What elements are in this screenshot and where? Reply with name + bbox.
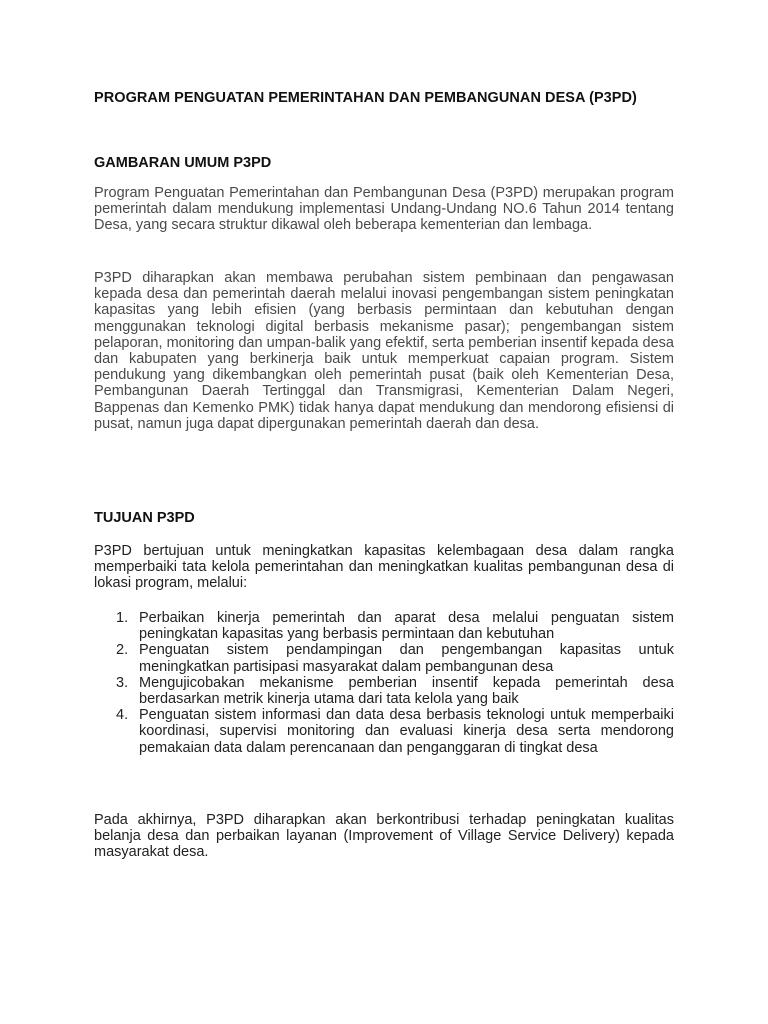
list-item-text: Perbaikan kinerja pemerintah dan aparat desa melalui penguatan sistem peningkatan kapasitas yang berbasis permintaan dan kebutuhan <box>139 610 674 643</box>
overview-heading: GAMBARAN UMUM P3PD <box>94 155 272 171</box>
overview-paragraph-1: Program Penguatan Pemerintahan dan Pembangunan Desa (P3PD) merupakan program pemerintah dalam mendukung implementasi Undang-Undang NO.6 Tahun 2014 tentang Desa, yang secara struktur dikawal oleh beberapa kementerian dan lembaga. <box>94 185 674 234</box>
list-item <box>94 642 674 674</box>
overview-paragraph-2: P3PD diharapkan akan membawa perubahan sistem pembinaan dan pengawasan kepada desa dan pemerintah daerah melalui inovasi pengembangan sistem peningkatan kapasitas yang lebih efisien (yang berbasis permintaan dan kebutuhan dengan menggunakan teknologi digital berbasis mekanisme pasar); pengembangan sistem pelaporan, monitoring dan umpan-balik yang efektif, serta pemberian insentif kepada desa dan kabupaten yang berkinerja baik untuk memperkuat capaian program. Sistem pendukung yang dikembangkan oleh pemerintah pusat (baik oleh Kementerian Desa, Pembangunan Daerah Tertinggal dan Transmigrasi, Kementerian Dalam Negeri, Bappenas dan Kemenko PMK) tidak hanya dapat mendukung dan mendorong efisiensi di pusat, namun juga dapat dipergunakan pemerintah daerah dan desa. <box>94 270 674 432</box>
list-item-number: 4. <box>116 707 129 724</box>
objectives-closing: Pada akhirnya, P3PD diharapkan akan berkontribusi terhadap peningkatan kualitas belanja desa dan perbaikan layanan (Improvement of Village Service Delivery) kepada masyarakat desa. <box>94 812 674 861</box>
objectives-heading: TUJUAN P3PD <box>94 510 195 526</box>
list-item-number: 3. <box>116 674 129 691</box>
list-item-number: 1. <box>116 610 129 626</box>
list-item-text: Mengujicobakan mekanisme pemberian insentif kepada pemerintah desa berdasarkan metrik kinerja utama dari tata kelola yang baik <box>139 674 674 708</box>
list-item-text: Penguatan sistem informasi dan data desa berbasis teknologi untuk memperbaiki koordinasi, supervisi monitoring dan evaluasi kinerja desa serta mendorong pemakaian data dalam perencanaan dan penganggaran di tingkat desa <box>139 707 674 756</box>
list-item <box>94 707 674 756</box>
list-item-number: 2. <box>116 642 129 659</box>
objectives-list <box>94 610 674 756</box>
list-item <box>94 675 674 707</box>
document-title: PROGRAM PENGUATAN PEMERINTAHAN DAN PEMBANGUNAN DESA (P3PD) <box>94 90 637 106</box>
list-item-text: Penguatan sistem pendampingan dan pengembangan kapasitas untuk meningkatkan partisipasi masyarakat dalam pembangunan desa <box>139 642 674 675</box>
objectives-intro: P3PD bertujuan untuk meningkatkan kapasitas kelembagaan desa dalam rangka memperbaiki tata kelola pemerintahan dan meningkatkan kualitas pembangunan desa di lokasi program, melalui: <box>94 543 674 592</box>
list-item <box>94 610 674 642</box>
